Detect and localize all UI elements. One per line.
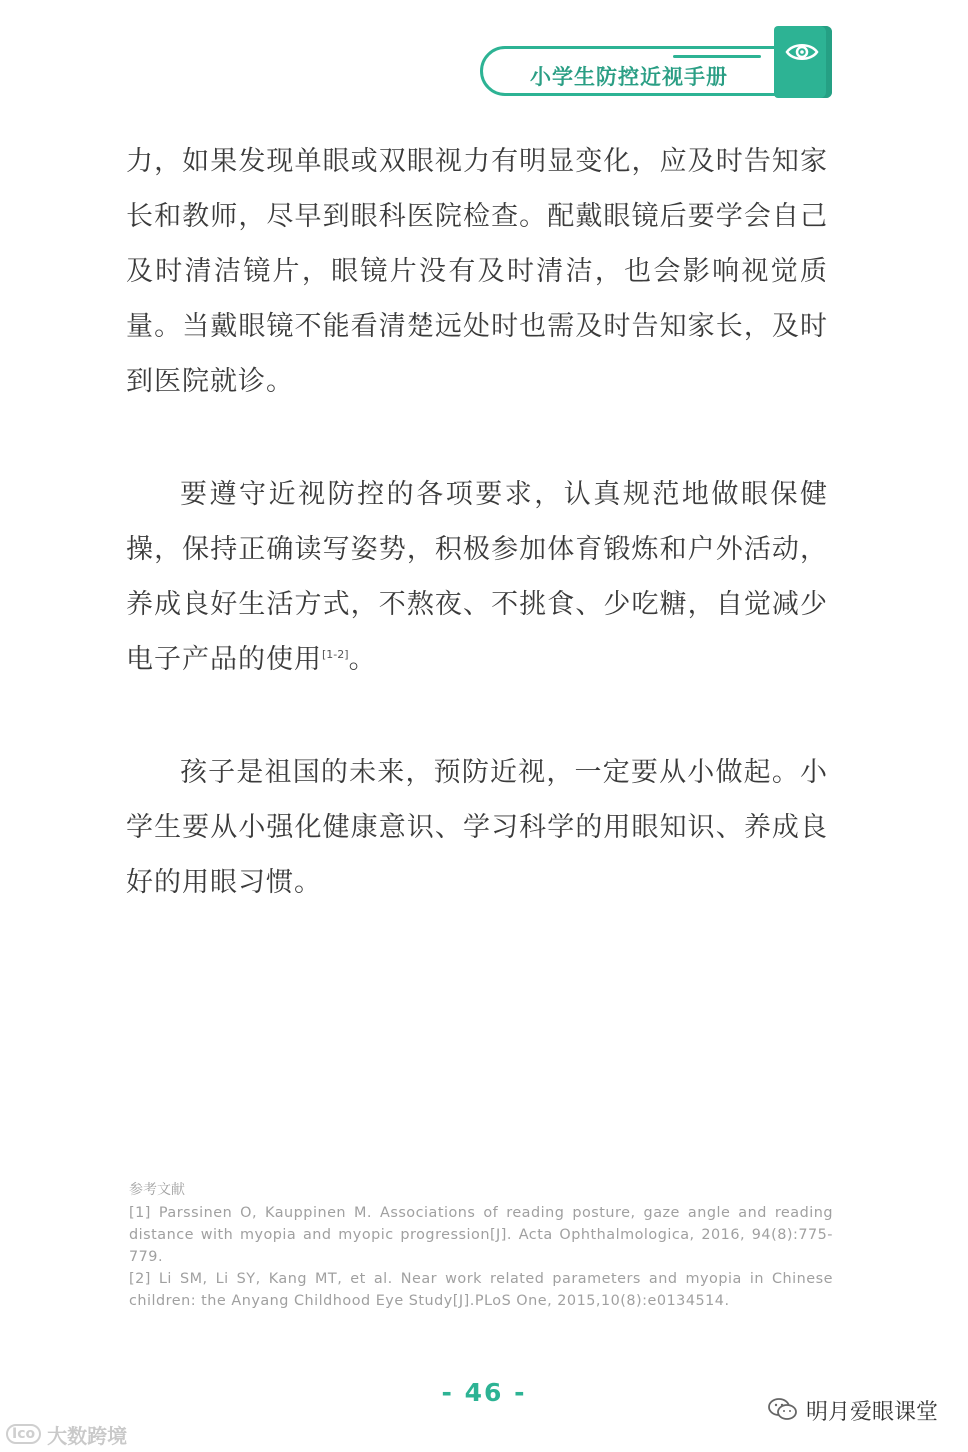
watermark-left-text: 大数跨境 [47,1423,128,1448]
paragraph-3: 孩子是祖国的未来，预防近视，一定要从小做起。小学生要从小强化健康意识、学习科学的用眼知识、养成良好的用眼习惯。 [126,757,828,898]
citation-marker: [1-2] [322,648,349,661]
reference-item-2: [2] Li SM, Li SY, Kang MT, et al. Near work related parameters and myopia in Chinese children: the Anyang Childhood Eye Study[J].PLoS One, 2015,10(8):e0134514. [129,1271,833,1309]
wechat-icon [768,1397,798,1423]
header-badge [480,46,778,96]
main-content [126,134,828,910]
paragraph-2 [126,467,828,687]
page-number: - 46 - [441,1378,527,1407]
header-book-tab [774,26,832,98]
header-accent-line [673,55,761,58]
references-section [129,1178,833,1312]
header-title: 小学生防控近视手册 [530,65,728,89]
reference-item-1: [1] Parssinen O, Kauppinen M. Associations of reading posture, gaze angle and reading distance with myopia and myopic progression[J]. Acta Ophthalmologica, 2016, 94(8):775-779. [129,1205,833,1265]
watermark-left [6,1420,127,1448]
eye-icon [785,41,819,63]
watermark-logo: Ico [6,1424,41,1444]
references-heading: 参考文献 [129,1182,185,1198]
watermark-right [768,1394,938,1426]
paragraph-1: 力，如果发现单眼或双眼视力有明显变化，应及时告知家长和教师，尽早到眼科医院检查。配戴眼镜后要学会自己及时清洁镜片，眼镜片没有及时清洁，也会影响视觉质量。当戴眼镜不能看清楚远处时也需及时告知家长，及时到医院就诊。 [126,146,828,397]
paragraph-2-tail: 。 [348,644,377,675]
paragraph-2-text: 要遵守近视防控的各项要求，认真规范地做眼保健操，保持正确读写姿势，积极参加体育锻炼和户外活动，养成良好生活方式，不熬夜、不挑食、少吃糖，自觉减少电子产品的使用 [126,479,828,675]
watermark-right-text: 明月爱眼课堂 [805,1399,938,1425]
